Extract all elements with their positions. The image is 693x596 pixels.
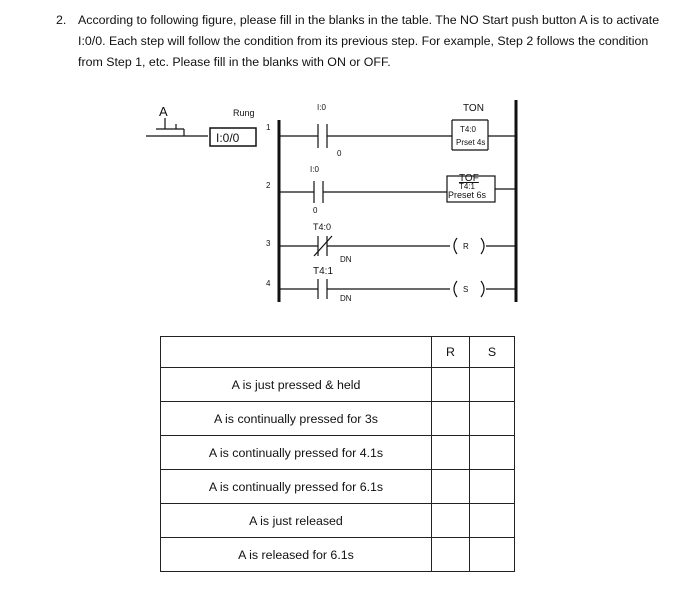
condition-cell: A is just pressed & held (161, 368, 432, 402)
table-header-row (161, 337, 515, 368)
ton-preset: Prset 4s (456, 138, 486, 147)
answer-table (160, 336, 515, 572)
contact-2-address: I:0 (310, 165, 319, 174)
condition-cell: A is continually pressed for 6.1s (161, 470, 432, 504)
rung-number: 2 (266, 181, 271, 190)
input-box-label: I:0/0 (216, 131, 240, 145)
s-answer-cell[interactable] (470, 368, 515, 402)
contact-1-bit: 0 (337, 149, 342, 158)
ton-timer: T4:0 (460, 125, 477, 134)
set-coil-label: S (463, 285, 469, 294)
r-answer-cell[interactable] (432, 504, 470, 538)
r-answer-cell[interactable] (432, 368, 470, 402)
table-row (161, 504, 515, 538)
ton-title: TON (463, 103, 484, 114)
table-row (161, 402, 515, 436)
contact-3-bit: DN (340, 255, 352, 264)
s-answer-cell[interactable] (470, 470, 515, 504)
tof-preset: Preset 6s (448, 190, 487, 200)
question-text: According to following figure, please fill in the blanks in the table. The NO Start push button A is to activate I:0/0. Each step will follow the condition from its previous step. For example, Step 2 follows the condition from Step 1, etc. Please fill in the blanks with ON or OFF. (78, 13, 660, 69)
r-answer-cell[interactable] (432, 402, 470, 436)
table-row (161, 436, 515, 470)
condition-cell: A is continually pressed for 3s (161, 402, 432, 436)
header-condition (161, 337, 432, 368)
r-answer-cell[interactable] (432, 470, 470, 504)
header-r: R (432, 337, 470, 368)
rung-header: Rung (233, 108, 255, 118)
table-row (161, 538, 515, 572)
contact-1-address: I:0 (317, 103, 326, 112)
reset-coil-label: R (463, 242, 469, 251)
s-answer-cell[interactable] (470, 402, 515, 436)
rung-4 (279, 279, 516, 299)
rung-3 (279, 236, 516, 256)
contact-4-address: T4:1 (313, 266, 334, 277)
contact-2-bit: 0 (313, 206, 318, 215)
condition-cell: A is just released (161, 504, 432, 538)
s-answer-cell[interactable] (470, 436, 515, 470)
rung-number: 3 (266, 239, 271, 248)
table-row (161, 368, 515, 402)
pushbutton-symbol (146, 118, 208, 136)
tof-title: TOF (459, 173, 479, 184)
question-number: 2. (56, 13, 67, 27)
pushbutton-label: A (159, 104, 168, 119)
s-answer-cell[interactable] (470, 504, 515, 538)
rung-number: 4 (266, 279, 271, 288)
r-answer-cell[interactable] (432, 538, 470, 572)
condition-cell: A is continually pressed for 4.1s (161, 436, 432, 470)
r-answer-cell[interactable] (432, 436, 470, 470)
rung-number: 1 (266, 123, 271, 132)
header-s: S (470, 337, 515, 368)
s-answer-cell[interactable] (470, 538, 515, 572)
tof-timer: T4:1 (459, 182, 476, 191)
contact-3-address: T4:0 (313, 222, 332, 232)
condition-cell: A is released for 6.1s (161, 538, 432, 572)
table-row (161, 470, 515, 504)
contact-4-bit: DN (340, 294, 352, 303)
